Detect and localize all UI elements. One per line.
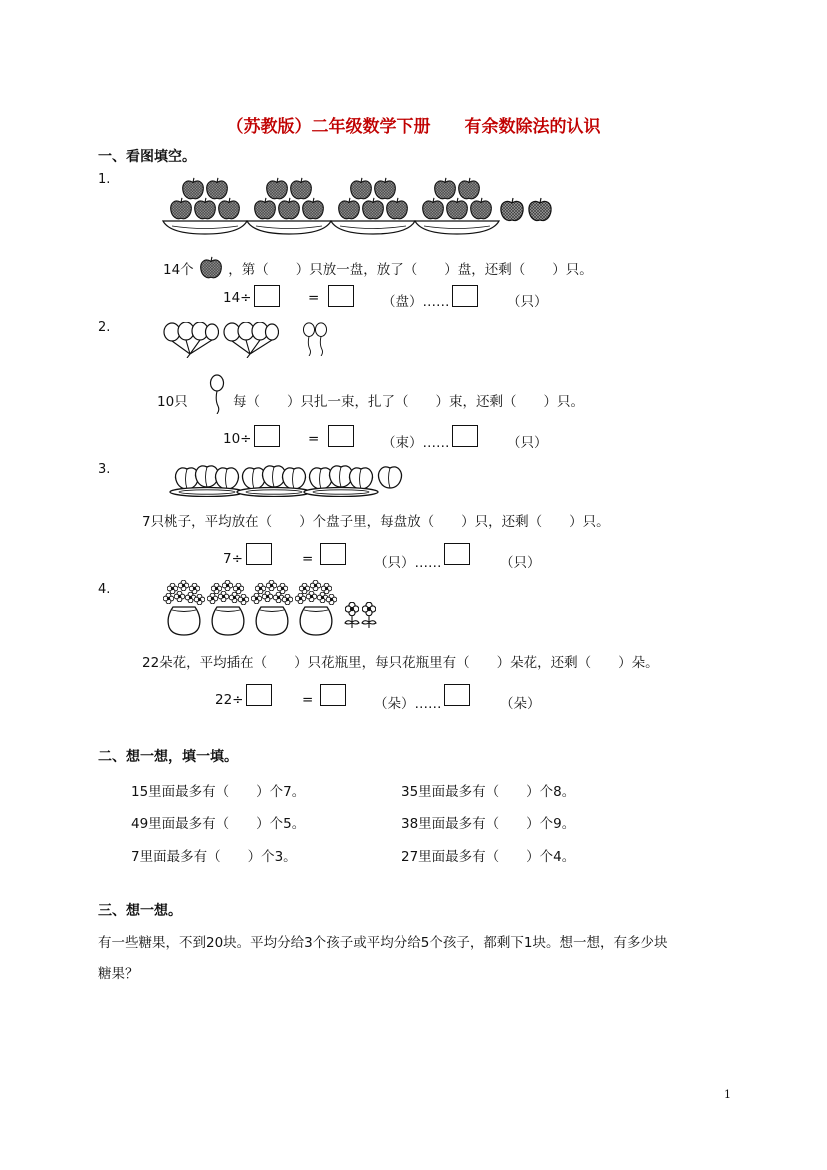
answer-box[interactable] bbox=[254, 285, 280, 307]
peach-plate-icon bbox=[169, 461, 245, 497]
q1-pre: 14个 bbox=[163, 262, 194, 278]
page-number: 1 bbox=[724, 1088, 731, 1101]
apple-icon bbox=[498, 196, 526, 224]
apple-plate-icon bbox=[330, 176, 416, 236]
q1-post: ，第（ ）只放一盘，放了（ ）盘，还剩（ ）只。 bbox=[228, 262, 593, 278]
q3-text: 7只桃子，平均放在（ ）个盘子里，每盘放（ ）只，还剩（ ）只。 bbox=[142, 514, 610, 530]
peach-plate-icon bbox=[303, 461, 379, 497]
flower-vase-icon bbox=[207, 579, 249, 637]
section1-heading: 一、看图填空。 bbox=[98, 149, 196, 165]
answer-box[interactable] bbox=[452, 425, 478, 447]
q4-text: 22朵花，平均插在（ ）只花瓶里，每只花瓶里有（ ）朵花，还剩（ ）朵。 bbox=[142, 655, 659, 671]
q1-line bbox=[163, 255, 593, 281]
q4-eq-unit2: （朵） bbox=[500, 696, 541, 712]
section3-heading: 三、想一想。 bbox=[98, 903, 182, 919]
fill-item: 15里面最多有（ ）个7。 bbox=[131, 784, 306, 800]
q1-eq-unit1: （盘）…… bbox=[382, 294, 450, 310]
flower-vase-icon bbox=[163, 579, 205, 637]
section2-heading: 二、想一想，填一填。 bbox=[98, 749, 238, 765]
q4-eq-equals: = bbox=[302, 692, 314, 708]
q1-eq-equals: = bbox=[308, 290, 320, 306]
q2-eq-lhs: 10÷ bbox=[223, 431, 252, 447]
answer-box[interactable] bbox=[328, 285, 354, 307]
q2-number: 2. bbox=[98, 320, 111, 335]
answer-box[interactable] bbox=[452, 285, 478, 307]
q1-number: 1. bbox=[98, 172, 111, 187]
q2-pre: 10只 bbox=[157, 394, 188, 410]
answer-box[interactable] bbox=[444, 543, 470, 565]
flower-icon bbox=[361, 602, 377, 628]
answer-box[interactable] bbox=[320, 684, 346, 706]
fill-item: 38里面最多有（ ）个9。 bbox=[401, 816, 576, 832]
q4-number: 4. bbox=[98, 582, 111, 597]
answer-box[interactable] bbox=[246, 684, 272, 706]
q3-eq-equals: = bbox=[302, 551, 314, 567]
title-right: 有余数除法的认识 bbox=[464, 117, 601, 137]
peach-plate-icon bbox=[236, 461, 312, 497]
page-title bbox=[0, 112, 827, 137]
flower-vase-icon bbox=[295, 579, 337, 637]
balloon-bunch-icon bbox=[223, 322, 279, 358]
fill-item: 35里面最多有（ ）个8。 bbox=[401, 784, 576, 800]
fill-item: 49里面最多有（ ）个5。 bbox=[131, 816, 306, 832]
q4-eq-lhs: 22÷ bbox=[215, 692, 244, 708]
flower-icon bbox=[344, 602, 360, 628]
q4-eq-unit1: （朵）…… bbox=[374, 696, 442, 712]
title-left: （苏教版）二年级数学下册 bbox=[226, 117, 431, 137]
balloon-icon bbox=[209, 374, 225, 414]
answer-box[interactable] bbox=[254, 425, 280, 447]
answer-box[interactable] bbox=[320, 543, 346, 565]
apple-plate-icon bbox=[162, 176, 248, 236]
q2-eq-equals: = bbox=[308, 431, 320, 447]
apple-plate-icon bbox=[246, 176, 332, 236]
apple-icon bbox=[198, 255, 224, 281]
q1-eq-unit2: （只） bbox=[507, 294, 548, 310]
apple-plate-icon bbox=[414, 176, 500, 236]
q3-eq-unit1: （只）…… bbox=[374, 555, 442, 571]
peach-icon bbox=[376, 464, 404, 490]
fill-item: 27里面最多有（ ）个4。 bbox=[401, 849, 576, 865]
flower-vase-icon bbox=[251, 579, 293, 637]
apple-icon bbox=[526, 196, 554, 224]
word-problem-line1: 有一些糖果，不到20块。平均分给3个孩子或平均分给5个孩子，都剩下1块。想一想，有多少块 bbox=[98, 935, 668, 951]
answer-box[interactable] bbox=[246, 543, 272, 565]
q1-eq-lhs: 14÷ bbox=[223, 290, 252, 306]
answer-box[interactable] bbox=[328, 425, 354, 447]
q3-number: 3. bbox=[98, 462, 111, 477]
balloon-icon bbox=[314, 322, 328, 356]
q2-eq-unit2: （只） bbox=[507, 435, 548, 451]
q3-eq-lhs: 7÷ bbox=[223, 551, 243, 567]
word-problem-line2: 糖果？ bbox=[98, 966, 139, 982]
balloon-bunch-icon bbox=[163, 322, 219, 358]
q3-eq-unit2: （只） bbox=[500, 555, 541, 571]
fill-item: 7里面最多有（ ）个3。 bbox=[131, 849, 297, 865]
q2-eq-unit1: （束）…… bbox=[382, 435, 450, 451]
q2-post: 每（ ）只扎一束，扎了（ ）束，还剩（ ）只。 bbox=[233, 394, 584, 410]
answer-box[interactable] bbox=[444, 684, 470, 706]
